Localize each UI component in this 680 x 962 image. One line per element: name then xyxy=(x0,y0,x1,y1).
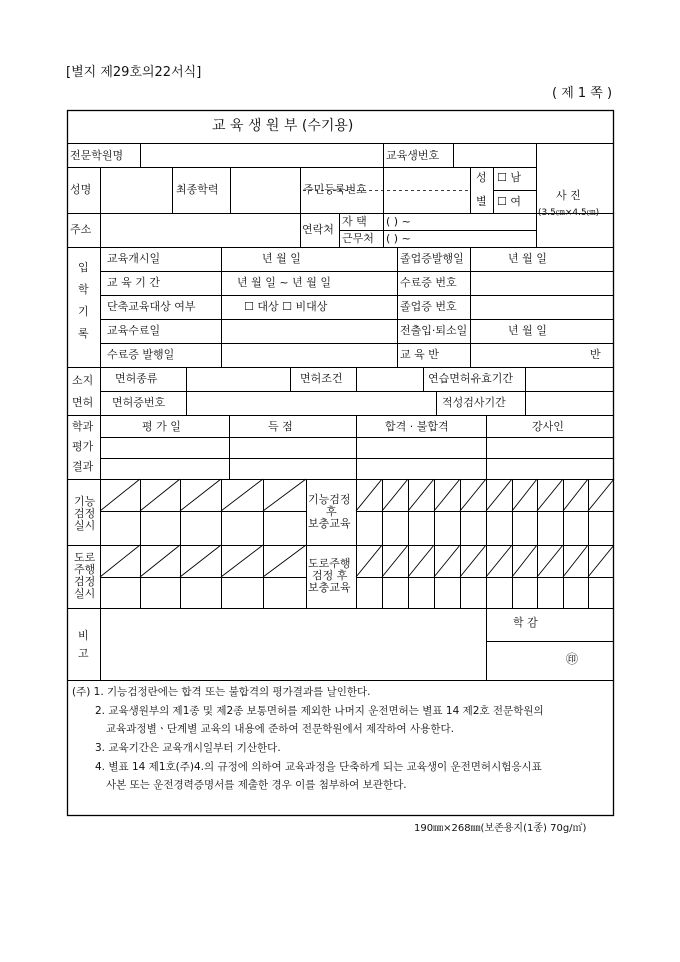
admission-side-3: 기 xyxy=(78,305,89,318)
admission-r1-value[interactable]: 년 월 일 xyxy=(262,252,301,265)
eval-header-result: 합격 · 불합격 xyxy=(385,420,449,433)
road-middle-2: 검정 후 xyxy=(312,569,348,582)
eval-side-2: 평가 xyxy=(72,440,94,453)
name-label: 성명 xyxy=(70,183,92,196)
eval-side-1: 학과 xyxy=(72,420,94,433)
license-side-1: 소지 xyxy=(72,374,94,387)
home-phone[interactable]: ( ) ~ xyxy=(386,215,411,228)
eval-header-instructor: 강사인 xyxy=(532,420,564,433)
admission-side-4: 록 xyxy=(78,327,89,340)
admission-r4-value2[interactable]: 년 월 일 xyxy=(508,324,547,337)
seal-mark: ㊞ xyxy=(566,652,579,666)
remarks-side-1: 비 xyxy=(78,629,89,642)
license-condition-label: 면허조건 xyxy=(300,372,343,385)
admission-r2-label: 교 육 기 간 xyxy=(107,276,160,289)
home-label: 자 택 xyxy=(342,215,367,228)
skill-side-2: 검정 xyxy=(74,507,96,520)
contact-label: 연락처 xyxy=(302,223,334,236)
skill-middle-3: 보충교육 xyxy=(308,517,351,530)
admission-r3-label2: 졸업증 번호 xyxy=(400,300,457,313)
photo-label: 사 진 xyxy=(556,189,581,202)
note-2: 2. 교육생원부의 제1종 및 제2종 보통면허를 제외한 나머지 운전면허는 별표 14 제2호 전문학원의 xyxy=(95,705,544,717)
eval-side-3: 결과 xyxy=(72,460,94,473)
form-title: 교 육 생 원 부 (수기용) xyxy=(212,118,354,134)
skill-middle-2: 후 xyxy=(326,505,337,518)
admission-r1-label: 교육개시일 xyxy=(107,252,161,265)
admission-r3-value[interactable]: ☐ 대상 ☐ 비대상 xyxy=(244,300,328,313)
note-1: (주) 1. 기능검정란에는 합격 또는 불합격의 평가결과를 날인한다. xyxy=(72,686,371,698)
school-name-label: 전문학원명 xyxy=(70,149,124,162)
license-number-label: 면허증번호 xyxy=(112,396,166,409)
address-label: 주소 xyxy=(70,223,92,236)
road-side-4: 실시 xyxy=(74,587,96,600)
admission-r5-label2: 교 육 반 xyxy=(400,348,439,361)
admission-side-2: 학 xyxy=(78,283,89,296)
work-phone[interactable]: ( ) ~ xyxy=(386,232,411,245)
admission-r5-label: 수료증 발행일 xyxy=(107,348,175,361)
paper-spec: 190㎜×268㎜(보존용지(1종) 70g/㎡) xyxy=(414,823,587,834)
learner-validity-label: 연습면허유효기간 xyxy=(428,372,514,385)
remarks-side-2: 고 xyxy=(78,647,89,660)
admission-r1-label2: 졸업증발행일 xyxy=(400,252,464,265)
education-label: 최종학력 xyxy=(176,183,219,196)
road-side-1: 도로 xyxy=(74,551,96,564)
road-side-2: 주행 xyxy=(74,563,96,576)
road-middle-3: 보충교육 xyxy=(308,581,351,594)
gender-label-1: 성 xyxy=(476,171,487,184)
male-checkbox[interactable]: ☐ 남 xyxy=(497,171,521,184)
skill-middle-1: 기능검정 xyxy=(308,493,351,506)
female-checkbox[interactable]: ☐ 여 xyxy=(497,195,521,208)
form-number: [별지 제29호의22서식] xyxy=(66,65,202,80)
photo-size: (3.5㎝×4.5㎝) xyxy=(538,208,600,218)
academy-head-label: 학 감 xyxy=(513,616,538,629)
license-type-label: 면허종류 xyxy=(115,372,158,385)
road-middle-1: 도로주행 xyxy=(308,557,351,570)
note-4b: 사본 또는 운전경력증명서를 제출한 경우 이를 첨부하여 보관한다. xyxy=(106,779,407,791)
admission-r4-label2: 전출입·퇴소일 xyxy=(400,324,468,337)
admission-r1-value2[interactable]: 년 월 일 xyxy=(508,252,547,265)
note-2b: 교육과정별ㆍ단계별 교육의 내용에 준하여 전문학원에서 제작하여 사용한다. xyxy=(106,723,454,735)
eval-header-date: 평 가 일 xyxy=(142,420,181,433)
skill-side-3: 실시 xyxy=(74,519,96,532)
admission-r2-value[interactable]: 년 월 일 ~ 년 월 일 xyxy=(237,276,331,289)
admission-r2-label2: 수료증 번호 xyxy=(400,276,457,289)
road-side-3: 검정 xyxy=(74,575,96,588)
admission-side-1: 입 xyxy=(78,261,89,274)
admission-r4-label: 교육수료일 xyxy=(107,324,161,337)
license-side-2: 면허 xyxy=(72,396,94,409)
note-3: 3. 교육기간은 교육개시일부터 기산한다. xyxy=(95,742,281,754)
eval-header-score: 득 점 xyxy=(268,420,293,433)
page-label: ( 제 1 쪽 ) xyxy=(552,86,613,101)
work-label: 근무처 xyxy=(342,232,374,245)
aptitude-label: 적성검사기간 xyxy=(442,396,506,409)
resident-no-label: 주민등록번호 xyxy=(303,183,367,196)
student-no-label: 교육생번호 xyxy=(386,149,440,162)
skill-side-1: 기능 xyxy=(74,495,96,508)
note-4: 4. 별표 14 제1호(주)4.의 규정에 의하여 교육과정을 단축하게 되는 교육생이 운전면허시험응시표 xyxy=(95,761,542,773)
admission-r3-label: 단축교육대상 여부 xyxy=(107,300,196,313)
admission-r5-value2[interactable]: 반 xyxy=(590,348,601,361)
gender-label-2: 별 xyxy=(476,195,487,208)
